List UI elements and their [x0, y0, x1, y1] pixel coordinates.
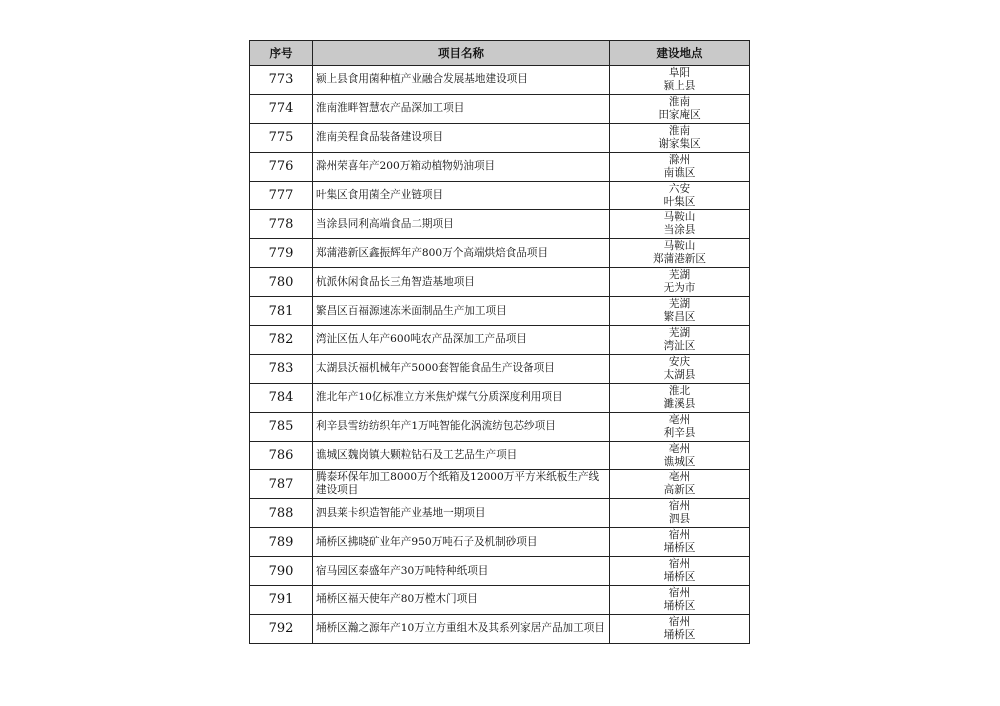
serial-number-cell: 786	[250, 441, 313, 470]
project-name-cell: 淮南美程食品装备建设项目	[313, 123, 610, 152]
table-row	[250, 297, 750, 326]
location-county: 埇桥区	[663, 542, 696, 555]
location-city: 芜湖	[668, 269, 691, 282]
serial-number-cell: 784	[250, 383, 313, 412]
location-county: 谯城区	[663, 455, 696, 468]
serial-number-cell: 783	[250, 354, 313, 383]
serial-number-cell: 791	[250, 586, 313, 615]
project-name-cell: 郑蒲港新区鑫振辉年产800万个高端烘焙食品项目	[313, 239, 610, 268]
location-county: 南谯区	[663, 166, 696, 179]
location-county: 当涂县	[663, 224, 696, 237]
location-city: 芜湖	[668, 298, 691, 311]
location-county: 颍上县	[663, 79, 696, 92]
project-name-cell: 埇桥区拂晓矿业年产950万吨石子及机制砂项目	[313, 528, 610, 557]
location-cell	[610, 239, 750, 268]
location-city: 六安	[668, 182, 691, 195]
project-name-cell: 杭派休闲食品长三角智造基地项目	[313, 268, 610, 297]
location-county: 埇桥区	[663, 571, 696, 584]
project-name-cell: 淮北年产10亿标准立方米焦炉煤气分质深度利用项目	[313, 383, 610, 412]
table-row	[250, 499, 750, 528]
table-row	[250, 528, 750, 557]
header-location: 建设地点	[610, 41, 750, 66]
location-city: 宿州	[668, 529, 691, 542]
table-row	[250, 152, 750, 181]
project-name-cell: 泗县莱卡织造智能产业基地一期项目	[313, 499, 610, 528]
location-city: 亳州	[668, 442, 691, 455]
header-serial-number: 序号	[250, 41, 313, 66]
project-name-cell: 利辛县雪纺纺织年产1万吨智能化涡流纺包芯纱项目	[313, 412, 610, 441]
project-name-cell: 埇桥区福天使年产80万樘木门项目	[313, 586, 610, 615]
location-city: 宿州	[668, 615, 691, 628]
table-row	[250, 383, 750, 412]
table-row	[250, 181, 750, 210]
project-name-cell: 湾沚区伍人年产600吨农产品深加工产品项目	[313, 326, 610, 355]
table-row	[250, 441, 750, 470]
serial-number-cell: 774	[250, 94, 313, 123]
location-cell	[610, 557, 750, 586]
serial-number-cell: 773	[250, 66, 313, 95]
location-city: 淮北	[668, 384, 691, 397]
location-cell	[610, 268, 750, 297]
location-cell	[610, 528, 750, 557]
table-row	[250, 614, 750, 643]
project-name-cell: 宿马园区泰盛年产30万吨特种纸项目	[313, 557, 610, 586]
location-city: 芜湖	[668, 326, 691, 339]
serial-number-cell: 788	[250, 499, 313, 528]
project-name-cell: 当涂县同利高端食品二期项目	[313, 210, 610, 239]
header-project-name: 项目名称	[313, 41, 610, 66]
table-row	[250, 354, 750, 383]
location-cell	[610, 123, 750, 152]
project-name-cell: 谯城区魏岗镇大颗粒钻石及工艺品生产项目	[313, 441, 610, 470]
location-county: 谢家集区	[658, 137, 701, 150]
serial-number-cell: 779	[250, 239, 313, 268]
location-city: 宿州	[668, 558, 691, 571]
serial-number-cell: 780	[250, 268, 313, 297]
serial-number-cell: 785	[250, 412, 313, 441]
serial-number-cell: 781	[250, 297, 313, 326]
table-row	[250, 66, 750, 95]
project-name-cell: 太湖县沃福机械年产5000套智能食品生产设备项目	[313, 354, 610, 383]
serial-number-cell: 776	[250, 152, 313, 181]
location-county: 田家庵区	[658, 108, 701, 121]
location-cell	[610, 614, 750, 643]
location-county: 濉溪县	[663, 397, 696, 410]
project-name-cell: 淮南淮畔智慧农产品深加工项目	[313, 94, 610, 123]
location-county: 湾沚区	[663, 339, 696, 352]
location-cell	[610, 586, 750, 615]
project-name-cell: 颍上县食用菌种植产业融合发展基地建设项目	[313, 66, 610, 95]
project-table	[249, 40, 750, 644]
table-row	[250, 94, 750, 123]
table-row	[250, 557, 750, 586]
location-cell	[610, 499, 750, 528]
location-county: 叶集区	[663, 195, 696, 208]
location-city: 阜阳	[668, 66, 691, 79]
project-name-cell: 繁昌区百福源速冻米面制品生产加工项目	[313, 297, 610, 326]
location-cell	[610, 152, 750, 181]
location-city: 马鞍山	[663, 211, 696, 224]
location-city: 宿州	[668, 586, 691, 599]
serial-number-cell: 790	[250, 557, 313, 586]
project-name-cell: 滁州荣喜年产200万箱动植物奶油项目	[313, 152, 610, 181]
location-county: 利辛县	[663, 426, 696, 439]
location-cell	[610, 441, 750, 470]
location-county: 无为市	[663, 282, 696, 295]
location-county: 繁昌区	[663, 311, 696, 324]
location-city: 宿州	[668, 500, 691, 513]
table-row	[250, 268, 750, 297]
location-city: 安庆	[668, 355, 691, 368]
table-row	[250, 326, 750, 355]
location-county: 埇桥区	[663, 599, 696, 612]
location-cell	[610, 412, 750, 441]
location-cell	[610, 354, 750, 383]
location-cell	[610, 94, 750, 123]
serial-number-cell: 782	[250, 326, 313, 355]
project-name-cell: 叶集区食用菌全产业链项目	[313, 181, 610, 210]
location-city: 滁州	[668, 153, 691, 166]
serial-number-cell: 778	[250, 210, 313, 239]
table-row	[250, 239, 750, 268]
project-name-cell: 腾泰环保年加工8000万个纸箱及12000万平方米纸板生产线建设项目	[313, 470, 610, 499]
serial-number-cell: 787	[250, 470, 313, 499]
location-cell	[610, 210, 750, 239]
table-body	[250, 66, 750, 644]
table-header-row	[250, 41, 750, 66]
table-row	[250, 210, 750, 239]
project-name-cell: 埇桥区瀚之源年产10万立方重组木及其系列家居产品加工项目	[313, 614, 610, 643]
location-city: 亳州	[668, 413, 691, 426]
serial-number-cell: 775	[250, 123, 313, 152]
location-cell	[610, 326, 750, 355]
table-row	[250, 412, 750, 441]
location-city: 马鞍山	[663, 240, 696, 253]
location-county: 泗县	[668, 513, 691, 526]
location-city: 淮南	[668, 124, 691, 137]
serial-number-cell: 789	[250, 528, 313, 557]
location-county: 郑蒲港新区	[653, 253, 706, 266]
location-county: 高新区	[663, 484, 696, 497]
location-county: 太湖县	[663, 368, 696, 381]
serial-number-cell: 777	[250, 181, 313, 210]
location-city: 亳州	[668, 471, 691, 484]
location-cell	[610, 470, 750, 499]
table-row	[250, 123, 750, 152]
location-county: 埇桥区	[663, 628, 696, 641]
serial-number-cell: 792	[250, 614, 313, 643]
table-row	[250, 586, 750, 615]
location-cell	[610, 66, 750, 95]
location-city: 淮南	[668, 95, 691, 108]
location-cell	[610, 297, 750, 326]
location-cell	[610, 181, 750, 210]
location-cell	[610, 383, 750, 412]
table-row	[250, 470, 750, 499]
